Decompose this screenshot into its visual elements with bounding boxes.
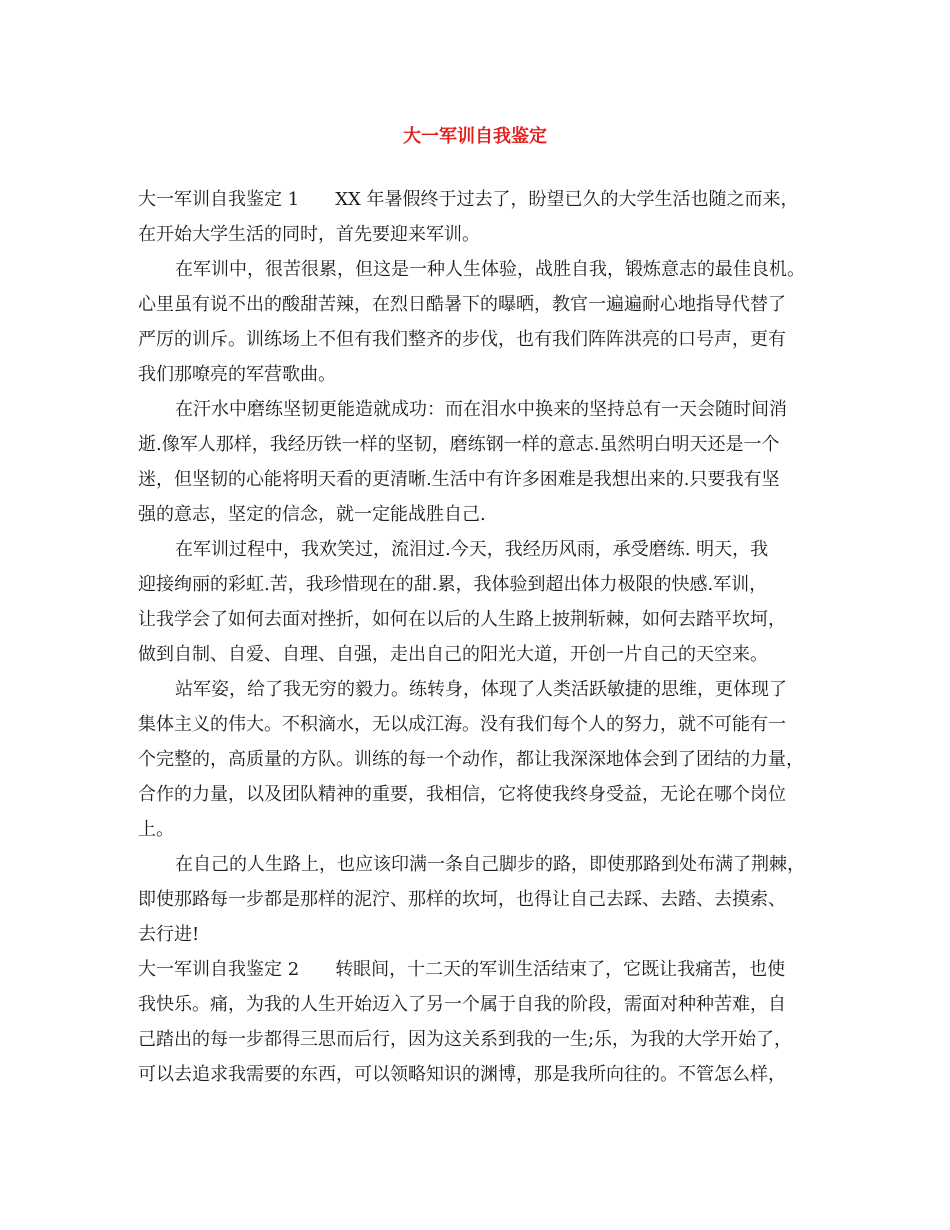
text-line: 合作的力量，以及团队精神的重要，我相信，它将使我终身受益，无论在哪个岗位 (138, 784, 786, 805)
document-title: 大一军训自我鉴定 (403, 126, 547, 147)
text-line: 在军训中，很苦很累，但这是一种人生体验，战胜自我，锻炼意志的最佳良机。 (175, 259, 805, 280)
document-body (138, 182, 838, 1092)
text-line: 逝.像军人那样，我经历铁一样的坚韧，磨练钢一样的意志.虽然明白明天还是一个 (138, 434, 780, 455)
text-line: 我们那嘹亮的军营歌曲。 (138, 364, 336, 385)
line-text: XX 年暑假终于过去了，盼望已久的大学生活也随之而来， (335, 189, 799, 210)
text-line: 做到自制、自爱、自理、自强，走出自己的阳光大道，开创一片自己的天空来。 (138, 644, 768, 665)
text-line: 去行进! (138, 924, 200, 945)
text-line: 站军姿，给了我无穷的毅力。练转身，体现了人类活跃敏捷的思维，更体现了 (175, 679, 787, 700)
text-line: 己踏出的每一步都得三思而后行，因为这关系到我的一生;乐，为我的大学开始了， (138, 1029, 793, 1050)
text-line: 集体主义的伟大。不积滴水，无以成江海。没有我们每个人的努力，就不可能有一 (138, 714, 786, 735)
text-line: 在军训过程中，我欢笑过，流泪过.今天，我经历风雨，承受磨练. 明天，我 (175, 539, 769, 560)
text-line: 严厉的训斥。训练场上不但有我们整齐的步伐，也有我们阵阵洪亮的口号声，更有 (138, 329, 786, 350)
section-heading: 大一军训自我鉴定 1 (138, 189, 300, 210)
text-line: 在开始大学生活的同时，首先要迎来军训。 (138, 224, 480, 245)
text-line (138, 182, 838, 217)
text-line: 在汗水中磨练坚韧更能造就成功：而在泪水中换来的坚持总有一天会随时间消 (175, 399, 787, 420)
text-line: 迎接绚丽的彩虹.苦，我珍惜现在的甜.累，我体验到超出体力极限的快感.军训， (138, 574, 768, 595)
text-line: 心里虽有说不出的酸甜苦辣，在烈日酷暑下的曝晒，教官一遍遍耐心地指导代替了 (138, 294, 786, 315)
text-line: 个完整的，高质量的方队。训练的每一个动作，都让我深深地体会到了团结的力量， (138, 749, 804, 770)
text-line: 我快乐。痛，为我的人生开始迈入了另一个属于自我的阶段，需面对种种苦难，自 (138, 994, 786, 1015)
text-line (138, 952, 838, 987)
line-text: 转眼间，十二天的军训生活结束了，它既让我痛苦，也使 (335, 959, 786, 980)
section-heading: 大一军训自我鉴定 2 (138, 959, 300, 980)
text-line: 强的意志，坚定的信念，就一定能战胜自己. (138, 504, 486, 525)
text-line: 迷，但坚韧的心能将明天看的更清晰.生活中有许多困难是我想出来的.只要我有坚 (138, 469, 780, 490)
text-line: 在自己的人生路上，也应该印满一条自己脚步的路，即使那路到处布满了荆棘， (175, 854, 805, 875)
text-line: 可以去追求我需要的东西，可以领略知识的渊博，那是我所向往的。不管怎么样， (138, 1064, 786, 1085)
text-line: 即使那路每一步都是那样的泥泞、那样的坎坷，也得让自己去踩、去踏、去摸索、 (138, 889, 786, 910)
text-line: 上。 (138, 819, 174, 840)
text-line: 让我学会了如何去面对挫折，如何在以后的人生路上披荆斩棘，如何去踏平坎坷， (138, 609, 786, 630)
